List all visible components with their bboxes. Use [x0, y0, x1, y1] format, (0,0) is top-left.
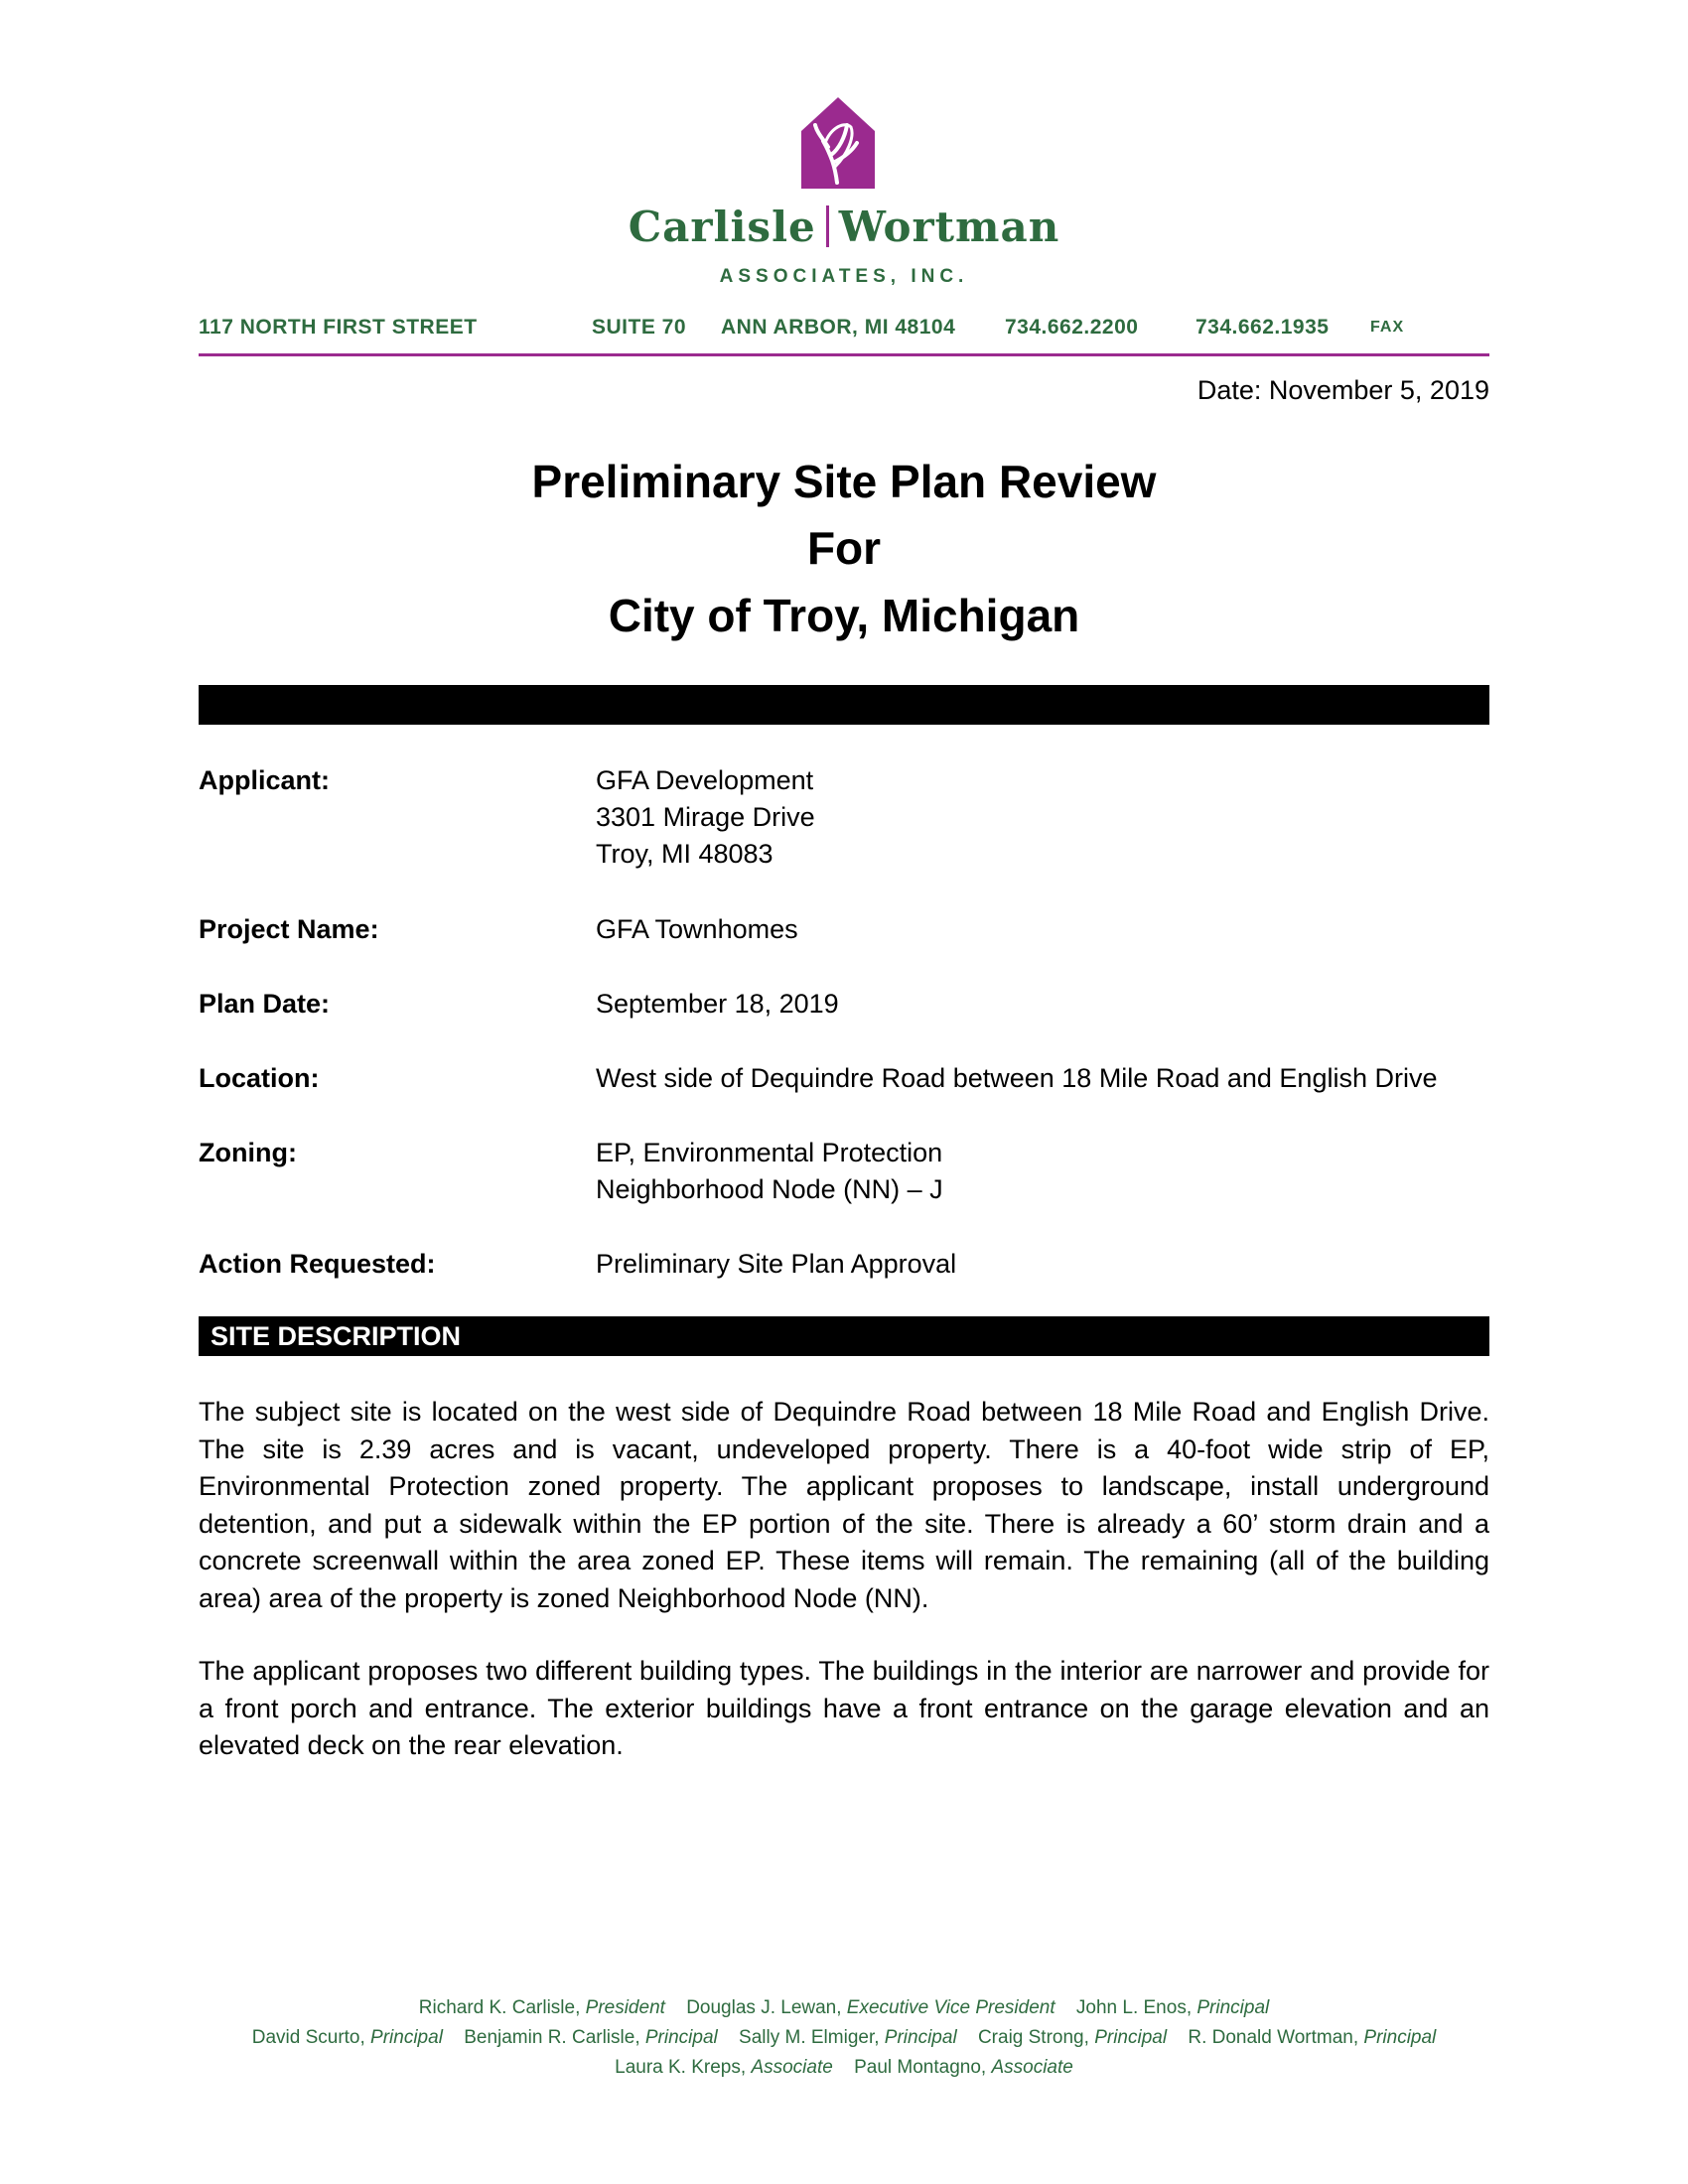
applicant-line-3: Troy, MI 48083 [596, 839, 774, 869]
address-city: ANN ARBOR, MI 48104 [721, 316, 956, 339]
title-line-1: Preliminary Site Plan Review [531, 456, 1157, 507]
footer-person [615, 2057, 833, 2078]
person-name: Benjamin R. Carlisle, [464, 2027, 645, 2048]
footer-person [978, 2027, 1167, 2048]
address-fax-number: 734.662.1935 [1196, 316, 1330, 339]
applicant-line-2: 3301 Mirage Drive [596, 802, 815, 832]
footer-person [739, 2027, 957, 2048]
person-role: Principal [1094, 2027, 1168, 2048]
footer-row-2 [0, 2027, 1688, 2049]
person-name: Craig Strong, [977, 2027, 1095, 2048]
location-label: Location: [199, 1063, 320, 1093]
person-role: Principal [370, 2027, 443, 2048]
footer-person [464, 2027, 718, 2048]
company-subtitle: ASSOCIATES, INC. [719, 266, 969, 287]
person-name: John L. Enos, [1075, 1997, 1197, 2018]
applicant-line-1: GFA Development [596, 765, 814, 795]
company-name-right: Wortman [838, 203, 1060, 251]
address-phone: 734.662.2200 [1005, 316, 1139, 339]
zoning-line-1: EP, Environmental Protection [596, 1138, 943, 1167]
plan-date-label: Plan Date: [199, 989, 331, 1019]
person-name: Laura K. Kreps, [615, 2057, 752, 2078]
project-name-value: GFA Townhomes [596, 914, 798, 944]
person-role: President [585, 1997, 665, 2018]
site-description-heading: SITE DESCRIPTION [199, 1316, 1489, 1356]
zoning-label: Zoning: [199, 1138, 297, 1167]
person-role: Principal [884, 2027, 957, 2048]
footer-person [252, 2027, 443, 2048]
location-value: West side of Dequindre Road between 18 Mile Road and English Drive [596, 1063, 1438, 1093]
title-divider-bar [199, 685, 1489, 725]
action-requested-value: Preliminary Site Plan Approval [596, 1249, 957, 1279]
person-role: Principal [1196, 1997, 1270, 2018]
footer-row-3 [0, 2057, 1688, 2079]
title-line-2: For [806, 522, 882, 574]
zoning-line-2: Neighborhood Node (NN) – J [596, 1174, 943, 1204]
footer-person [1076, 1997, 1269, 2018]
person-role: Principal [644, 2027, 718, 2048]
name-divider [826, 205, 829, 247]
project-name-label: Project Name: [199, 914, 379, 944]
plan-date-value: September 18, 2019 [596, 989, 839, 1019]
person-name: R. Donald Wortman, [1188, 2027, 1364, 2048]
person-role: Associate [751, 2057, 833, 2078]
applicant-label: Applicant: [199, 765, 330, 795]
person-name: Douglas J. Lewan, [686, 1997, 847, 2018]
person-name: David Scurto, [251, 2027, 371, 2048]
site-description-paragraph-2: The applicant proposes two different building types. The buildings in the interior are narrower and provide for a front porch and entrance. The exterior buildings have a front entrance on the garage elevation and an elevated deck on the rear elevation. [199, 1656, 1489, 1760]
footer-person [854, 2057, 1073, 2078]
footer-person [686, 1997, 1055, 2018]
footer-person [1188, 2027, 1436, 2048]
person-role: Associate [991, 2057, 1073, 2078]
footer-row-1 [0, 1997, 1688, 2019]
person-name: Sally M. Elmiger, [739, 2027, 885, 2048]
company-name-left: Carlisle [628, 203, 816, 251]
person-name: Richard K. Carlisle, [418, 1997, 586, 2018]
address-fax-label: FAX [1370, 319, 1405, 336]
person-name: Paul Montagno, [854, 2057, 992, 2078]
footer-person [419, 1997, 665, 2018]
action-requested-label: Action Requested: [199, 1249, 436, 1279]
site-description-paragraph-1: The subject site is located on the west side of Dequindre Road between 18 Mile Road and English Drive. The site is 2.39 acres and is vacant, undeveloped property. There is a 40-foot wide strip of EP, Environmental Protection zoned property. The applicant proposes to landscape, install underground detention, and put a sidewalk within the EP portion of the site. There is already a 60’ storm drain and a concrete screenwall within the area zoned EP. These items will remain. The remaining (all of the building area) area of the property is zoned Neighborhood Node (NN). [199, 1397, 1489, 1613]
address-street: 117 NORTH FIRST STREET [199, 316, 478, 339]
address-suite: SUITE 70 [592, 316, 687, 339]
company-name [0, 203, 1688, 251]
person-role: Principal [1363, 2027, 1437, 2048]
person-role: Executive Vice President [846, 1997, 1055, 2018]
header-divider [199, 353, 1489, 356]
title-line-3: City of Troy, Michigan [608, 590, 1080, 641]
house-leaf-icon [801, 97, 875, 189]
document-date: Date: November 5, 2019 [1196, 375, 1489, 405]
